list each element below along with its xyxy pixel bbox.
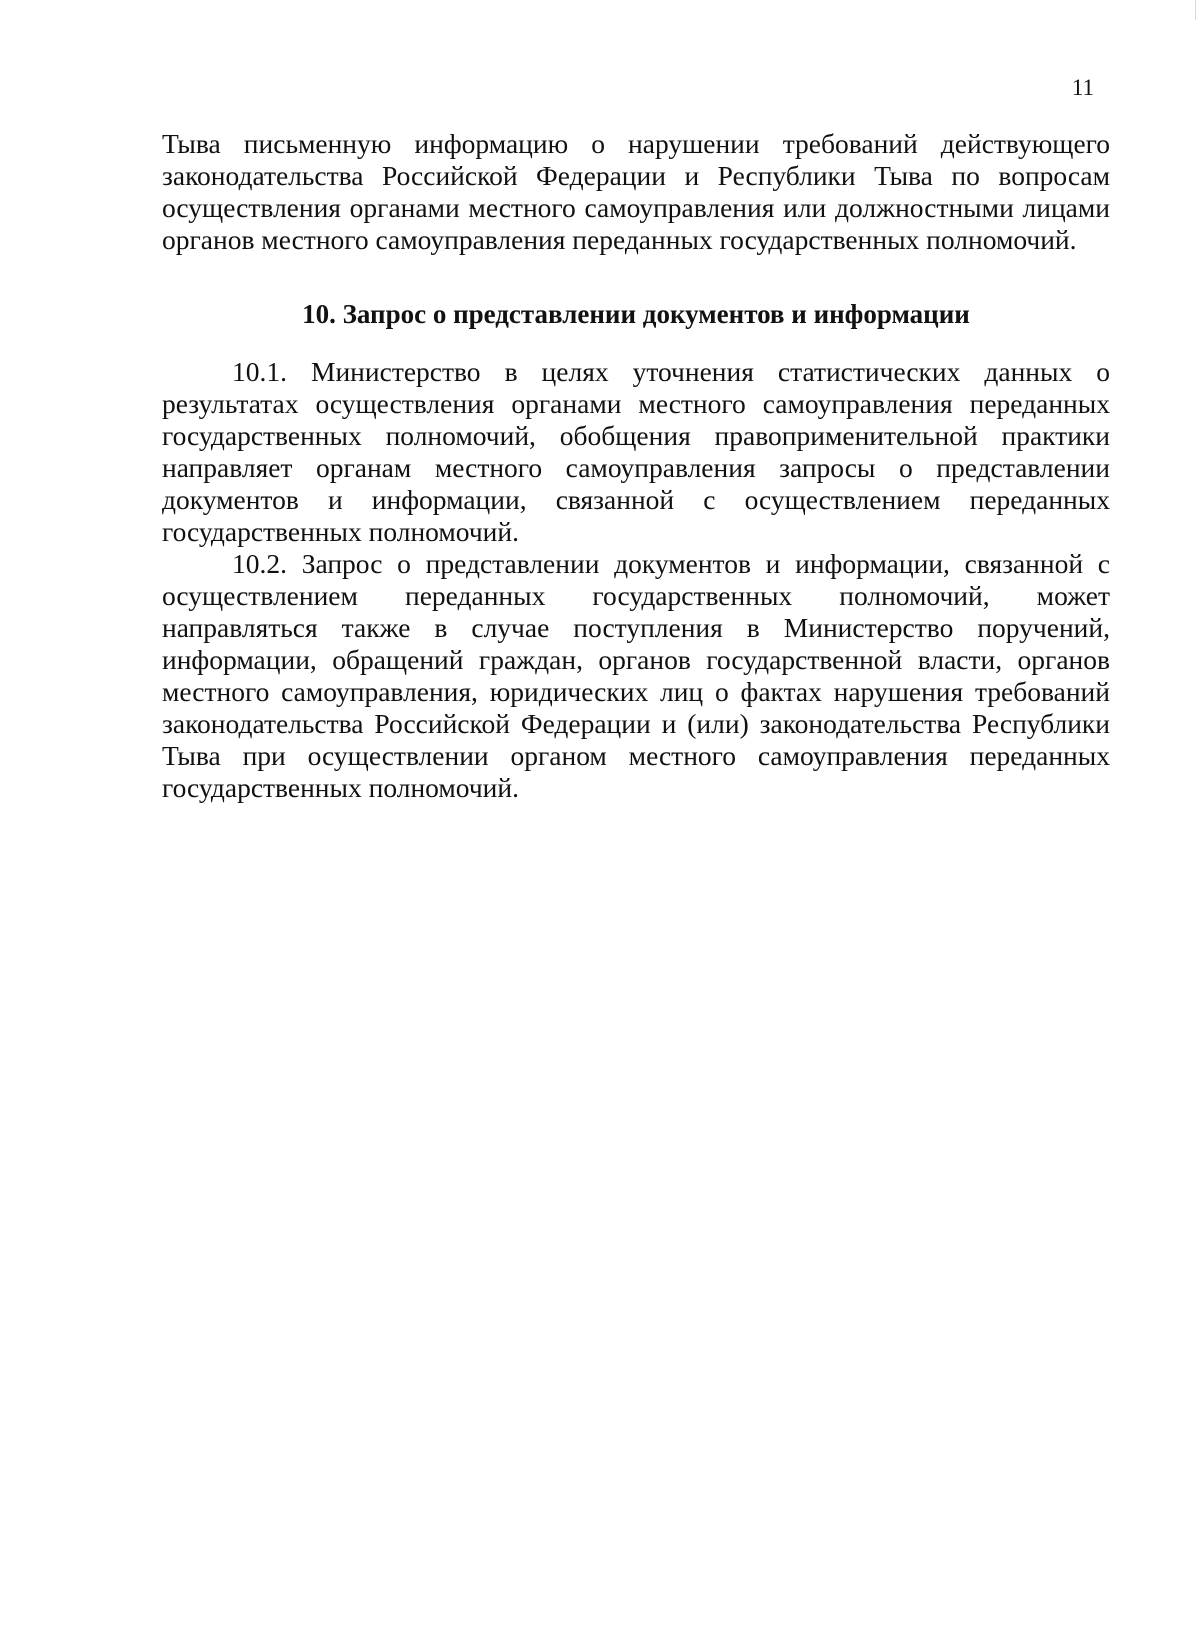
paragraph-10-2: 10.2. Запрос о представлении документов и информации, связанной с осуществлением переданных государственных полномочий, может направляться также в случае поступления в Министерство поручений, информации, обращений граждан, органов государственной власти, органов местного самоуправления, юридических лиц о фактах нарушения требований законодательства Российской Федерации и (или) законодательства Республики Тыва при осуществлении органом местного самоуправления переданных государственных полномочий. (162, 548, 1110, 803)
section-title: 10. Запрос о представлении документов и информации (302, 299, 970, 329)
scan-edge-mark (1195, 0, 1196, 20)
paragraph-10-1: 10.1. Министерство в целях уточнения статистических данных о результатах осуществления органами местного самоуправления переданных государственных полномочий, обобщения правоприменительной практики направляет органам местного самоуправления запросы о представлении документов и информации, связанной с осуществлением переданных государственных полномочий. (162, 356, 1110, 547)
document-body (162, 128, 1110, 804)
page-number: 11 (1071, 75, 1094, 100)
continuation-paragraph: Тыва письменную информацию о нарушении требований действующего законодательства Российской Федерации и Республики Тыва по вопросам осуществления органами местного самоуправления или должностными лицами органов местного самоуправления переданных государственных полномочий. (162, 128, 1110, 255)
